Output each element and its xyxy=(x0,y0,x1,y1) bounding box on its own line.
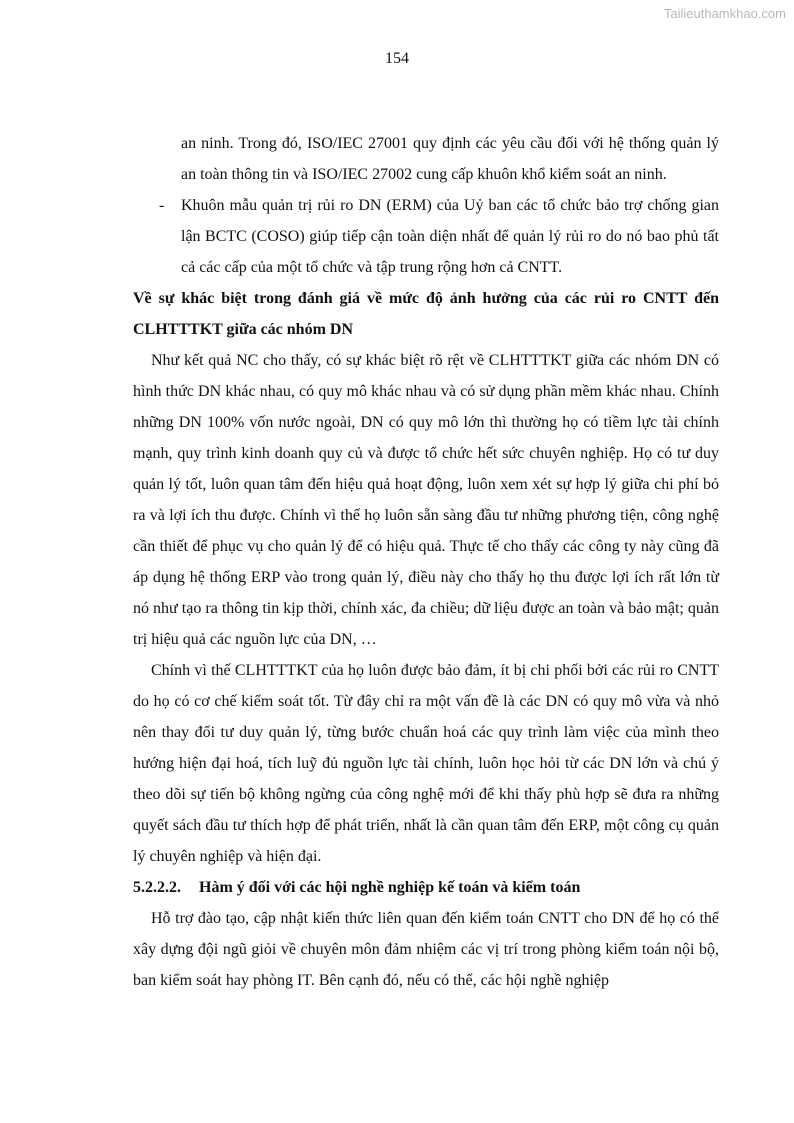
subsection-title: Hàm ý đối với các hội nghề nghiệp kế toán và kiểm toán xyxy=(199,879,581,896)
body-paragraph-1: Như kết quả NC cho thấy, có sự khác biệt rõ rệt về CLHTTTKT giữa các nhóm DN có hình thức DN khác nhau, có quy mô khác nhau và có sử dụng phần mềm khác nhau. Chính những DN 100% vốn nước ngoài, DN có quy mô lớn thì thường họ có tiềm lực tài chính mạnh, quy trình kinh doanh quy củ và được tổ chức hết sức chuyên nghiệp. Họ có tư duy quản lý tốt, luôn quan tâm đến hiệu quả hoạt động, luôn xem xét sự hợp lý giữa chi phí bỏ ra và lợi ích thu được. Chính vì thế họ luôn sẵn sàng đầu tư những phương tiện, công nghệ cần thiết để phục vụ cho quản lý để có hiệu quả. Thực tế cho thấy các công ty này cũng đã áp dụng hệ thống ERP vào trong quản lý, điều này cho thấy họ thu được lợi ích rất lớn từ nó như tạo ra thông tin kịp thời, chính xác, đa chiều; dữ liệu được an toàn và bảo mật; quản trị hiệu quả các nguồn lực của DN, … xyxy=(133,352,719,648)
section-heading: Về sự khác biệt trong đánh giá về mức độ ảnh hưởng của các rủi ro CNTT đến CLHTTTKT giữa các nhóm DN xyxy=(133,290,719,338)
document-body xyxy=(133,128,719,996)
continuation-paragraph: an ninh. Trong đó, ISO/IEC 27001 quy định các yêu cầu đối với hệ thống quản lý an toàn thông tin và ISO/IEC 27002 cung cấp khuôn khổ kiểm soát an ninh. xyxy=(181,135,719,183)
subsection-heading xyxy=(133,872,719,903)
body-paragraph-2: Chính vì thế CLHTTTKT của họ luôn được bảo đảm, ít bị chi phối bởi các rủi ro CNTT do họ có cơ chế kiểm soát tốt. Từ đây chỉ ra một vấn đề là các DN có quy mô vừa và nhỏ nên thay đổi tư duy quản lý, từng bước chuẩn hoá các quy trình làm việc của mình theo hướng hiện đại hoá, tích luỹ đủ nguồn lực tài chính, luôn học hỏi từ các DN lớn và chú ý theo dõi sự tiến bộ không ngừng của công nghệ mới để khi thấy phù hợp sẽ đưa ra những quyết sách đầu tư thích hợp để phát triển, nhất là cần quan tâm đến ERP, một công cụ quản lý chuyên nghiệp và hiện đại. xyxy=(133,662,719,865)
page-number: 154 xyxy=(385,50,409,67)
subsection-number: 5.2.2.2. xyxy=(133,879,181,896)
bullet-marker: - xyxy=(159,197,165,214)
bullet-item xyxy=(133,190,719,283)
watermark: Tailieuthamkhao.com xyxy=(663,6,786,21)
bullet-text: Khuôn mẫu quản trị rủi ro DN (ERM) của Uỷ ban các tổ chức bảo trợ chống gian lận BCTC (COSO) giúp tiếp cận toàn diện nhất để quản lý rủi ro do nó bao phủ tất cả các cấp của một tổ chức và tập trung rộng hơn cả CNTT. xyxy=(181,197,719,276)
body-paragraph-3: Hỗ trợ đào tạo, cập nhật kiến thức liên quan đến kiểm toán CNTT cho DN để họ có thể xây dựng đội ngũ giỏi về chuyên môn đảm nhiệm các vị trí trong phòng kiểm toán nội bộ, ban kiểm soát hay phòng IT. Bên cạnh đó, nếu có thể, các hội nghề nghiệp xyxy=(133,910,719,989)
